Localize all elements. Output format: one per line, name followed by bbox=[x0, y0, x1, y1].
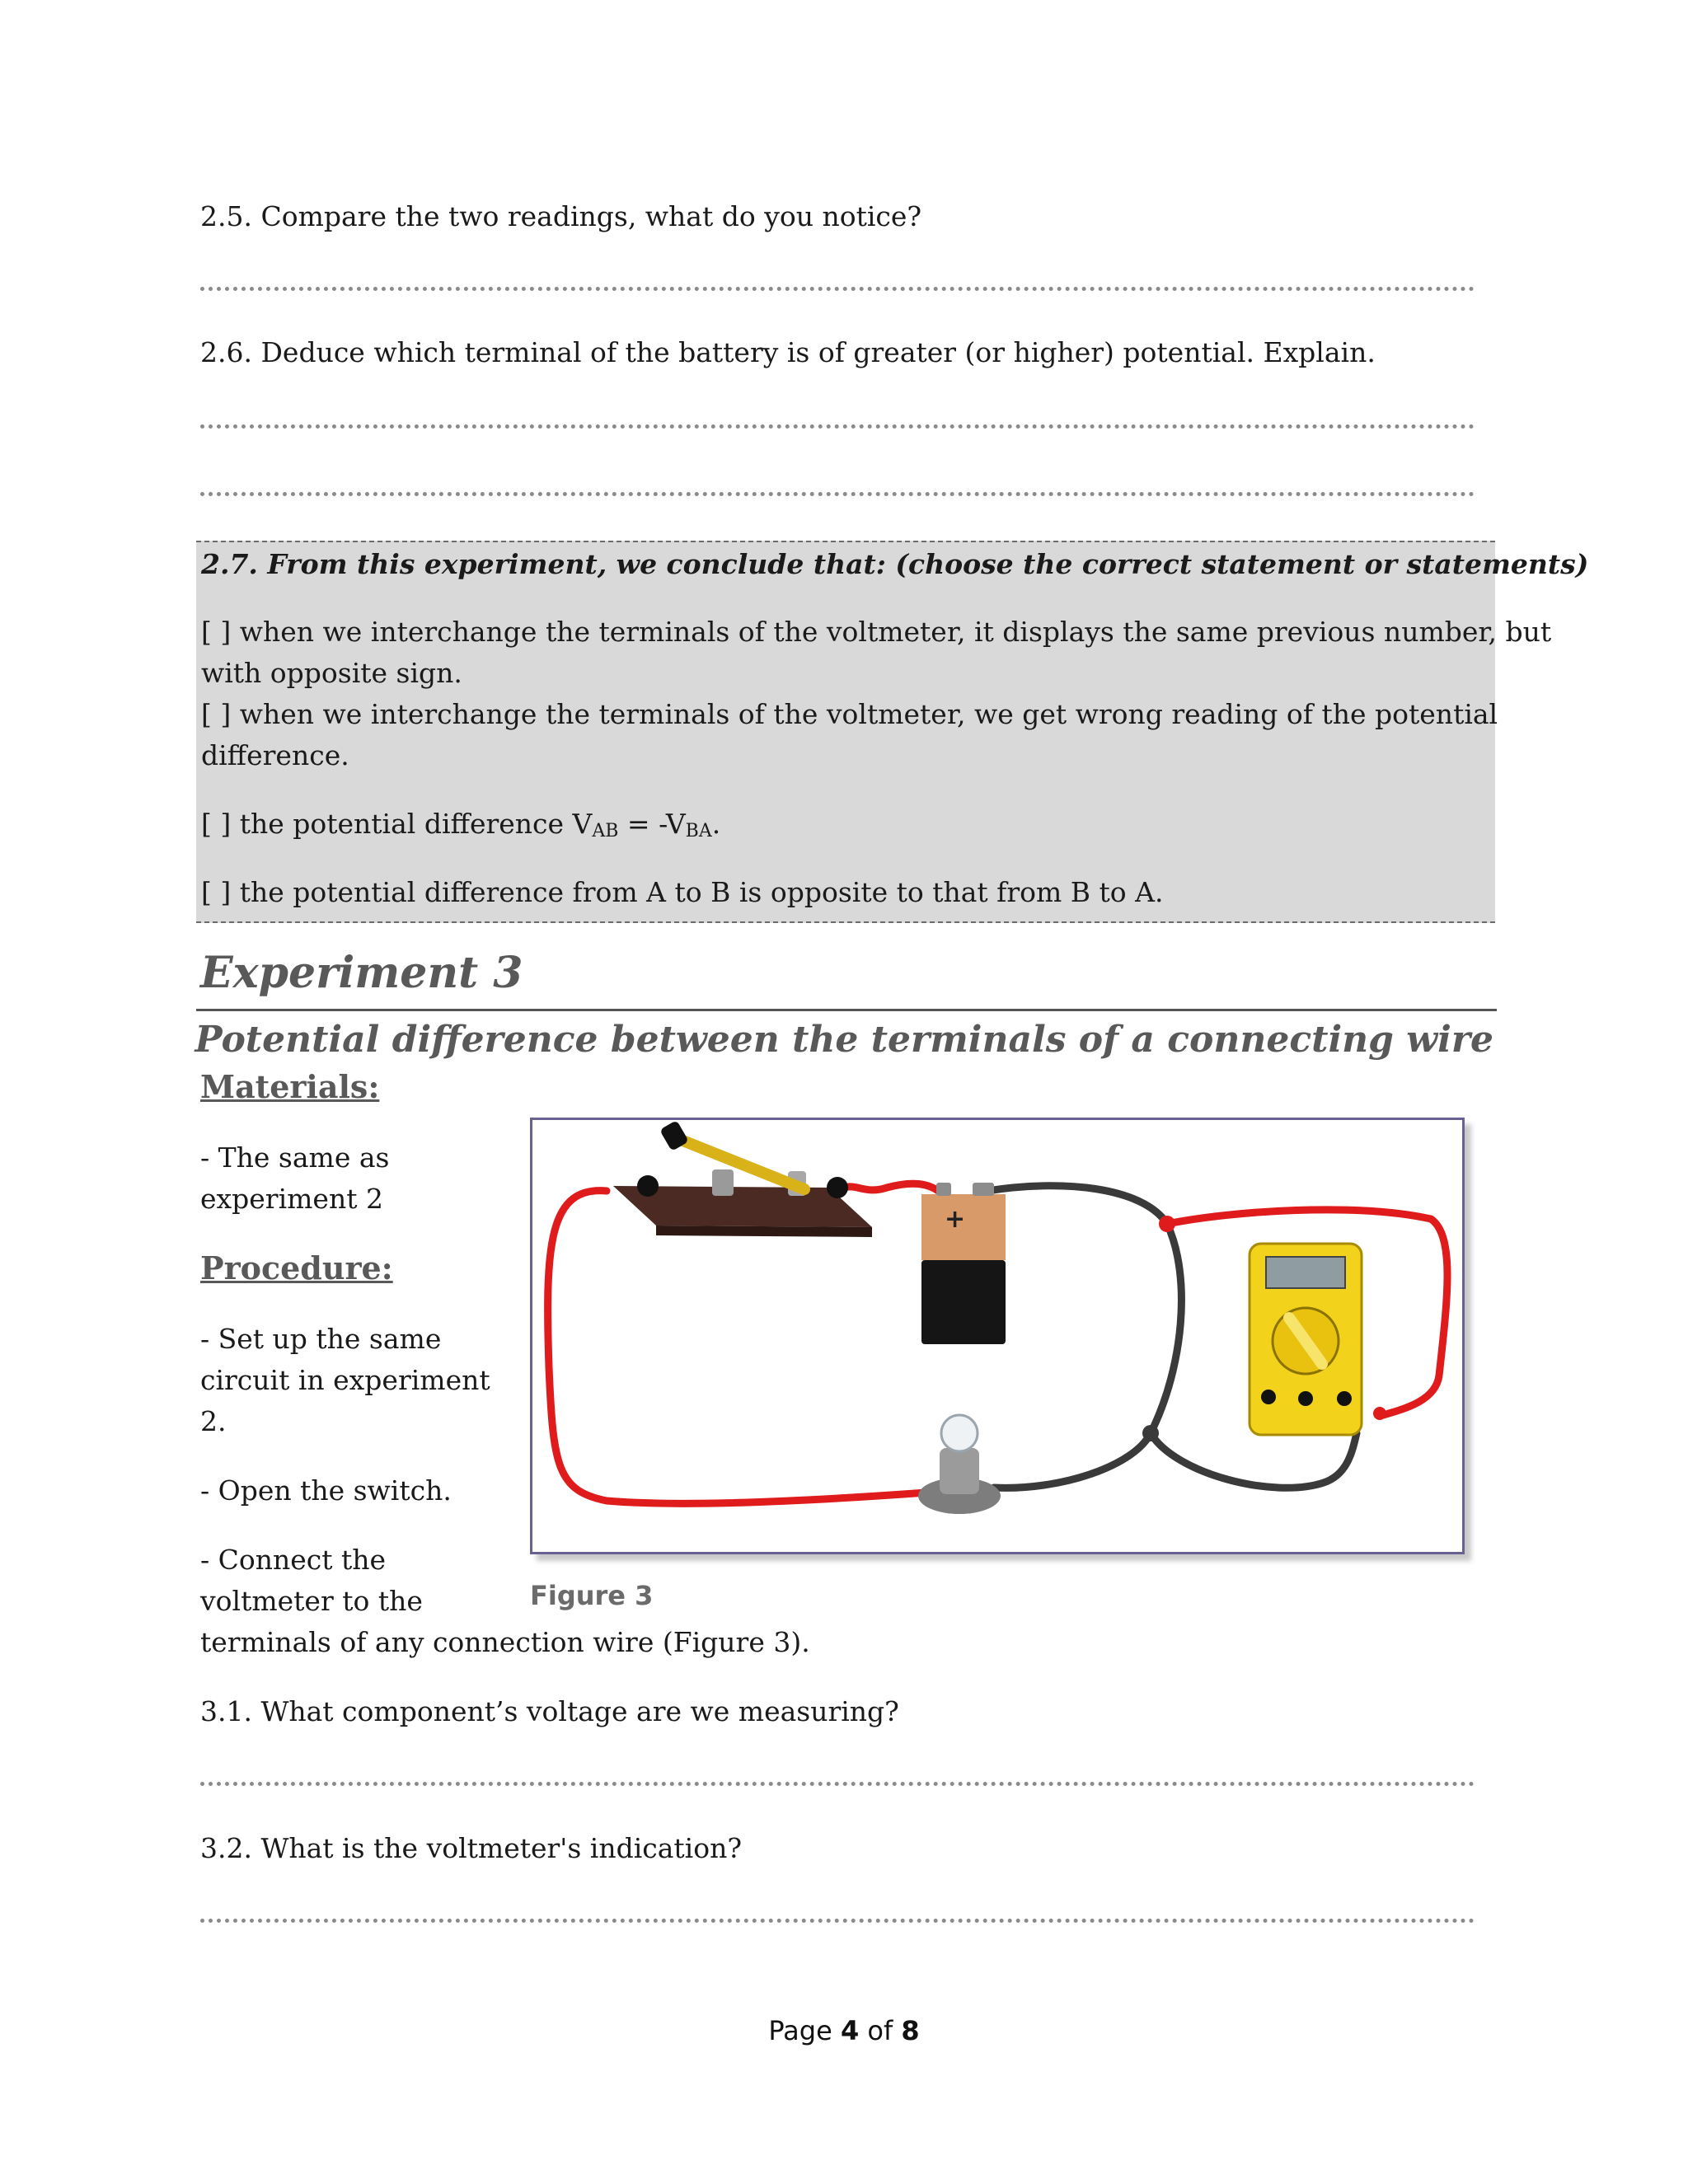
heading-rule bbox=[196, 1009, 1497, 1011]
subscript-ba: BA bbox=[685, 821, 712, 841]
multimeter-jack bbox=[1298, 1391, 1313, 1406]
procedure-step-1: 2. bbox=[200, 1405, 227, 1437]
conclusion-heading: 2.7. From this experiment, we conclude that: (choose the correct statement or statements) bbox=[201, 548, 1589, 580]
option-1-line-1[interactable]: [ ] when we interchange the terminals of the voltmeter, it displays the same previous number, but bbox=[201, 616, 1552, 648]
option-3-text: [ ] the potential difference V bbox=[201, 808, 593, 840]
battery-terminal bbox=[936, 1183, 951, 1196]
figure-caption: Figure 3 bbox=[530, 1580, 654, 1611]
answer-line[interactable] bbox=[200, 1919, 1475, 1923]
option-4[interactable]: [ ] the potential difference from A to B is opposite to that from B to A. bbox=[201, 876, 1164, 908]
page-label: Page bbox=[768, 2015, 841, 2046]
total-pages: 8 bbox=[901, 2015, 920, 2046]
red-wire-switch-battery bbox=[839, 1183, 940, 1193]
materials-heading: Materials: bbox=[200, 1068, 380, 1105]
procedure-step-2: - Open the switch. bbox=[200, 1474, 452, 1507]
option-2-line-2: difference. bbox=[201, 739, 349, 771]
page-of: of bbox=[859, 2015, 902, 2046]
procedure-step-1: - Set up the same bbox=[200, 1323, 442, 1355]
figure-3-circuit bbox=[530, 1118, 1465, 1554]
procedure-step-3: terminals of any connection wire (Figure 3). bbox=[200, 1626, 810, 1658]
junction-red bbox=[1159, 1216, 1175, 1232]
option-2-line-1[interactable]: [ ] when we interchange the terminals of the voltmeter, we get wrong reading of the potential bbox=[201, 698, 1498, 730]
experiment-title: Experiment 3 bbox=[200, 948, 523, 998]
junction-black bbox=[1142, 1425, 1159, 1441]
question-2-5: 2.5. Compare the two readings, what do you notice? bbox=[200, 200, 922, 232]
materials-line-1: - The same as bbox=[200, 1141, 390, 1174]
option-3[interactable] bbox=[201, 804, 720, 852]
terminal-knob bbox=[827, 1177, 848, 1198]
conclusion-box bbox=[196, 541, 1589, 923]
subscript-ab: AB bbox=[592, 821, 619, 841]
question-2-6: 2.6. Deduce which terminal of the battery is of greater (or higher) potential. Explain. bbox=[200, 336, 1376, 368]
red-wire-left bbox=[548, 1191, 926, 1504]
procedure-step-3: - Connect the bbox=[200, 1544, 387, 1576]
option-3-text: . bbox=[711, 808, 721, 840]
multimeter-display bbox=[1266, 1257, 1345, 1288]
black-wire-right bbox=[987, 1186, 1181, 1488]
page-number bbox=[0, 2013, 1688, 2049]
multimeter-jack bbox=[1261, 1390, 1276, 1404]
question-3-2: 3.2. What is the voltmeter's indication? bbox=[200, 1832, 743, 1864]
question-3-1: 3.1. What component’s voltage are we measuring? bbox=[200, 1695, 899, 1727]
answer-line[interactable] bbox=[200, 424, 1475, 429]
current-page: 4 bbox=[840, 2015, 860, 2046]
switch-clip bbox=[712, 1169, 734, 1196]
battery-body bbox=[921, 1260, 1006, 1344]
bulb-icon bbox=[941, 1415, 978, 1451]
option-3-text: = -V bbox=[618, 808, 686, 840]
circuit-illustration bbox=[532, 1120, 1462, 1552]
battery-terminal bbox=[973, 1183, 994, 1196]
bulb-socket bbox=[940, 1448, 979, 1494]
answer-line[interactable] bbox=[200, 1782, 1475, 1786]
multimeter-red-jack bbox=[1373, 1407, 1386, 1420]
procedure-step-1: circuit in experiment bbox=[200, 1364, 490, 1396]
procedure-heading: Procedure: bbox=[200, 1249, 393, 1286]
option-1-line-2: with opposite sign. bbox=[201, 657, 462, 689]
black-wire-meter bbox=[1151, 1433, 1357, 1488]
terminal-knob bbox=[637, 1175, 659, 1197]
experiment-subtitle: Potential difference between the terminals of a connecting wire bbox=[195, 1019, 1493, 1061]
multimeter-jack bbox=[1337, 1391, 1352, 1406]
battery-plus-label: + bbox=[945, 1205, 966, 1234]
answer-line[interactable] bbox=[200, 492, 1475, 496]
procedure-step-3: voltmeter to the bbox=[200, 1585, 423, 1617]
answer-line[interactable] bbox=[200, 287, 1475, 291]
materials-line-2: experiment 2 bbox=[200, 1183, 383, 1215]
switch-lever bbox=[673, 1137, 804, 1189]
